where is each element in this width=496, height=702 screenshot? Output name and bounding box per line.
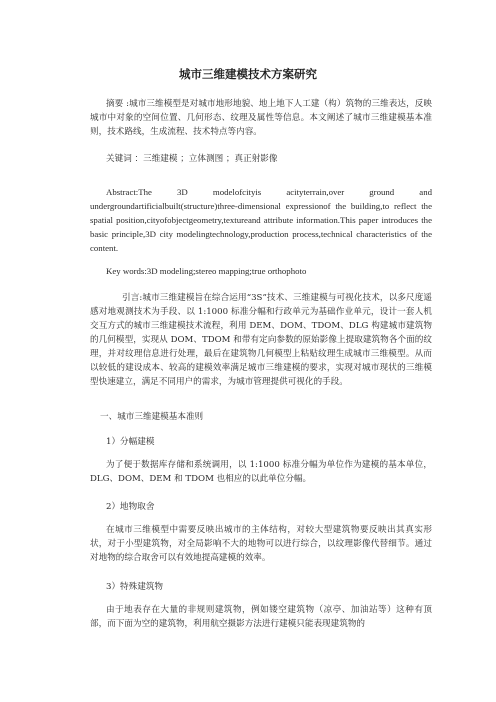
document-title: 城市三维建模技术方案研究: [179, 67, 317, 81]
subsection-heading-2: 2）地物取舍: [106, 502, 155, 512]
subsection-heading-1: 1）分幅建模: [106, 437, 155, 447]
abstract-cn: 摘要 :城市三维模型是对城市地形地貌、地上地下人工建（构）筑物的三维表达，反映城市中对象的空间位置、几何形态、纹理及属性等信息。本文阐述了城市三维建模基本准则，技术路线，生成流程、技术特点等内容。: [90, 99, 432, 137]
introduction-paragraph: 引言:城市三维建模旨在综合运用“3S”技术、三维建模与可视化技术，以多尺度遥感对地观测技术为手段、以 1:1000 标准分幅和行政单元为基础作业单元，设计一套人机交互方式的城市三维建模技术流程，利用 DEM、DOM、TDOM、DLG 构建城市建筑物的几何模型，实现从 DOM、TDOM 和带有定向参数的原始影像上提取建筑物各个面的纹理，并对纹理信息进行处理，最后在建筑物几何模型上粘贴纹理生成城市三维模型。从而以较低的建设成本、较高的建模效率满足城市三维建模的要求，实现对城市现状的三维模型快速建立，满足不同用户的需求，为城市管理提供可视化的手段。: [90, 293, 432, 387]
subsection-text-1: 为了便于数据库存储和系统调用，以 1:1000 标准分幅为单位作为建模的基本单位，DLG、DOM、DEM 和 TDOM 也相应的以此单位分幅。: [90, 460, 432, 484]
keywords-en: Key words:3D modeling;stereo mapping;true orthophoto: [106, 266, 307, 276]
subsection-text-3: 由于地表存在大量的非规则建筑物，例如镂空建筑物（凉亭、加油站等）这种有顶部，而下面为空的建筑物，利用航空摄影方法进行建模只能表现建筑物的: [90, 605, 432, 629]
keywords-cn: 关键词 ：三维建模 ；立体测图 ；真正射影像: [106, 154, 278, 164]
subsection-text-2: 在城市三维模型中需要反映出城市的主体结构，对较大型建筑物要反映出其真实形状，对于小型建筑物，对全局影响不大的地物可以进行综合，以纹理影像代替细节。通过对地物的综合取舍可以有效地提高建模的效率。: [90, 525, 432, 563]
section-heading-1: 一、城市三维建模基本准则: [100, 412, 204, 422]
subsection-heading-3: 3）特殊建筑物: [106, 582, 164, 592]
abstract-en: Abstract:The 3D modelofcityis acityterrain,over ground and undergroundartificialbuilt(structure)three-dimensional expressionof the building,to reflect the spatial position,cityofobjectgeometry,textureand attribute information.This paper introduces the basic principle,3D city modelingtechnology,production process,technical characteristics of the content.: [90, 187, 432, 253]
